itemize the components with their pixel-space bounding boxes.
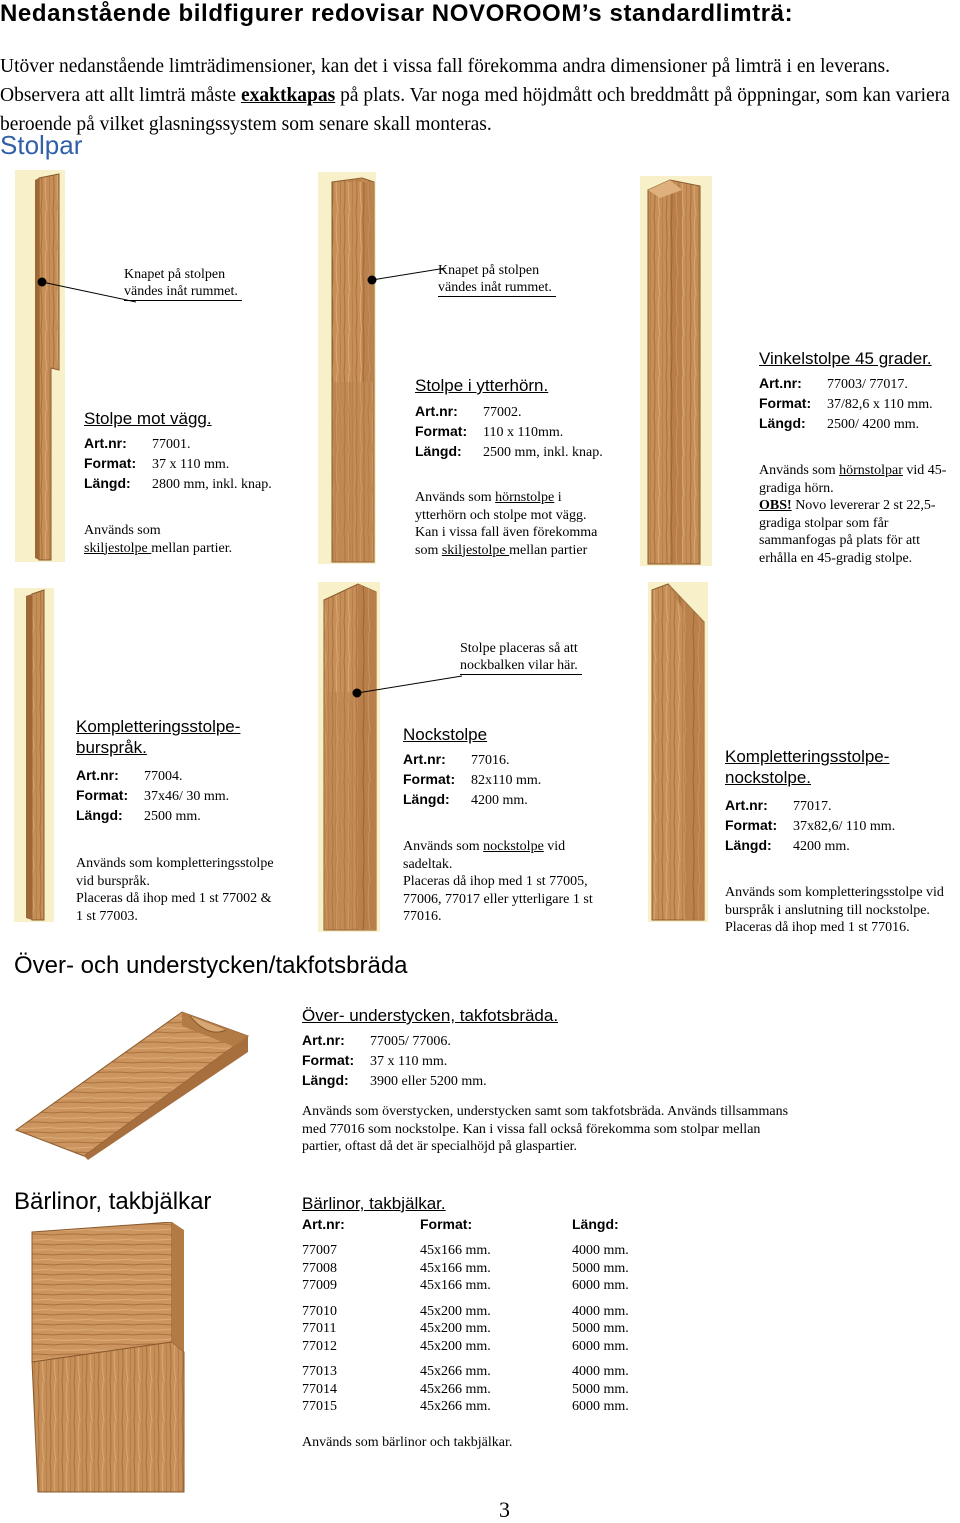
board-77005-format: 37 x 110 mm.	[370, 1054, 448, 1069]
post-77002-image	[318, 172, 388, 564]
col-format-header: Format:	[420, 1216, 473, 1232]
board-77005-langd: 3900 eller 5200 mm.	[370, 1074, 487, 1089]
post-77001-note-line-1: Används som	[84, 523, 161, 538]
post-77016-note-b: vid	[543, 839, 566, 854]
row-format: 45x200 mm.	[420, 1321, 491, 1336]
row-format: 45x266 mm.	[420, 1381, 491, 1397]
langd-label: Längd:	[302, 1072, 349, 1088]
table-row	[302, 1339, 642, 1356]
post-77004-image	[14, 588, 54, 922]
art-label: Art.nr:	[302, 1032, 345, 1048]
post-77017-note-line-3: Placeras då ihop med 1 st 77016.	[725, 920, 910, 935]
langd-label: Längd:	[759, 415, 806, 431]
post-77017-image	[648, 582, 710, 922]
table-row	[302, 1304, 642, 1321]
post-77001-image	[15, 170, 75, 562]
barlinor-table	[302, 1216, 642, 1236]
post-77004-format: 37x46/ 30 mm.	[144, 789, 230, 804]
post-77004-specs	[76, 766, 229, 826]
row-langd: 5000 mm.	[572, 1321, 629, 1336]
row-art: 77013	[302, 1364, 337, 1379]
table-row	[302, 1261, 642, 1278]
stolpar-heading: Stolpar	[0, 130, 83, 160]
format-label: Format:	[759, 395, 812, 411]
callout-nock-pointer	[350, 670, 466, 700]
art-label: Art.nr:	[759, 375, 802, 391]
post-77004-langd: 2500 mm.	[144, 809, 201, 824]
post-77002-note-line-2: ytterhörn och stolpe mot vägg.	[415, 507, 587, 523]
board-77005-note-line-1: Används som överstycken, understycken samt som takfotsbräda. Används tillsammans	[302, 1104, 789, 1119]
post-77003-note-line-5: sammanfogas på plats för att	[759, 533, 920, 548]
post-77001-note	[84, 522, 232, 557]
row-art: 77011	[302, 1321, 337, 1336]
row-format: 45x200 mm.	[420, 1338, 491, 1354]
post-77017-specs	[725, 796, 895, 856]
post-77002-note-c: som	[415, 542, 442, 558]
row-art: 77010	[302, 1303, 337, 1319]
intro-emphasis: exaktkapas	[240, 85, 336, 106]
table-row	[302, 1399, 642, 1416]
table-row	[302, 1382, 642, 1399]
row-art: 77014	[302, 1381, 337, 1397]
col-art-header: Art.nr:	[302, 1216, 345, 1232]
row-format: 45x266 mm.	[420, 1364, 491, 1379]
post-77001-format: 37 x 110 mm.	[152, 457, 230, 472]
post-77004-note-line-1: Används som kompletteringsstolpe	[76, 856, 274, 871]
format-label: Format:	[415, 423, 468, 439]
post-77004-note-line-2: vid burspråk.	[76, 873, 150, 889]
barlinor-heading: Bärlinor, takbjälkar	[14, 1188, 212, 1215]
post-77016-note-term: nockstolpe	[483, 839, 544, 854]
post-77002-specs	[415, 402, 603, 462]
table-row	[302, 1321, 642, 1338]
post-77003-note-line-6: erhålla en 45-gradig stolpe.	[759, 550, 913, 566]
post-77016-art: 77016.	[471, 753, 510, 768]
post-77002-note-a: Används som	[415, 490, 496, 505]
format-label: Format:	[403, 771, 456, 787]
post-77016-note-line-5: 77016.	[403, 909, 442, 924]
row-langd: 4000 mm.	[572, 1243, 629, 1258]
post-77002-langd: 2500 mm, inkl. knap.	[483, 445, 603, 460]
art-label: Art.nr:	[415, 403, 458, 419]
post-77002-art: 77002.	[483, 405, 522, 420]
post-77002-format: 110 x 110mm.	[483, 425, 564, 440]
format-label: Format:	[725, 817, 778, 833]
row-art: 77009	[302, 1278, 337, 1293]
board-77005-specs	[302, 1031, 487, 1091]
row-langd: 5000 mm.	[572, 1260, 629, 1276]
row-langd: 6000 mm.	[572, 1399, 629, 1414]
barlinor-footer: Används som bärlinor och takbjälkar.	[302, 1435, 513, 1450]
page-number: 3	[499, 1497, 510, 1522]
board-77005-art: 77005/ 77006.	[370, 1034, 451, 1049]
langd-label: Längd:	[725, 837, 772, 853]
post-77001-art: 77001.	[152, 437, 191, 452]
post-77003-note-b: vid 45-	[902, 463, 947, 478]
post-77003-note-a: Används som	[759, 463, 840, 478]
post-77016-note-line-3: Placeras då ihop med 1 st 77005,	[403, 874, 588, 889]
post-77003-title: Vinkelstolpe 45 grader.	[759, 349, 932, 368]
post-77016-image	[318, 582, 384, 932]
row-format: 45x166 mm.	[420, 1243, 491, 1258]
post-77002-note-line-3: Kan i vissa fall även förekomma	[415, 525, 598, 540]
post-77016-note-line-2: sadeltak.	[403, 856, 453, 872]
callout-nock-line-2: nockbalken vilar här.	[460, 658, 578, 673]
table-row	[302, 1243, 642, 1260]
callout-knapet-1-pointer	[36, 276, 136, 306]
post-77004-note-line-4: 1 st 77003.	[76, 908, 138, 924]
post-77017-langd: 4200 mm.	[793, 839, 850, 854]
langd-label: Längd:	[403, 791, 450, 807]
intro-text-2: på plats. Var noga med höjdmått och breddmått på öppningar, som kan variera beroende på vilket glasningssystem som senare skall monteras.	[0, 85, 950, 135]
row-format: 45x166 mm.	[420, 1278, 491, 1293]
langd-label: Längd:	[76, 807, 123, 823]
post-77016-format: 82x110 mm.	[471, 773, 542, 788]
post-77003-image	[640, 176, 712, 566]
post-77003-obs: OBS!	[759, 498, 792, 513]
post-77003-specs	[759, 374, 933, 434]
callout-nock	[460, 640, 582, 675]
intro-text-1: Utöver nedanstående limträdimensioner, kan det i vissa fall förekomma andra dimensioner på limträ i en leverans. Observera att allt limträ måste	[0, 56, 890, 106]
post-77017-art: 77017.	[793, 799, 832, 814]
post-77016-langd: 4200 mm.	[471, 793, 528, 808]
row-art: 77007	[302, 1243, 337, 1258]
post-77001-note-term: skiljestolpe	[84, 540, 152, 556]
post-77002-title: Stolpe i ytterhörn.	[415, 376, 549, 395]
post-77003-langd: 2500/ 4200 mm.	[827, 417, 920, 432]
post-77001-specs	[84, 434, 272, 494]
post-77016-note-a: Används som	[403, 839, 484, 854]
callout-knapet-2-pointer	[366, 268, 446, 298]
post-77002-note	[415, 489, 597, 559]
post-77017-format: 37x82,6/ 110 mm.	[793, 819, 896, 834]
post-77003-note	[759, 462, 959, 567]
langd-label: Längd:	[84, 475, 131, 491]
board-77005-title: Över- understycken, takfotsbräda.	[302, 1006, 559, 1025]
board-77005-image	[12, 990, 252, 1160]
post-77016-specs	[403, 750, 541, 810]
row-format: 45x266 mm.	[420, 1399, 491, 1414]
over-understycken-heading: Över- och understycken/takfotsbräda	[14, 952, 408, 979]
post-77016-note-line-4: 77006, 77017 eller ytterligare 1 st	[403, 891, 593, 907]
post-77017-title	[725, 746, 889, 788]
post-77016-title: Nockstolpe	[403, 725, 488, 744]
row-langd: 4000 mm.	[572, 1303, 629, 1319]
row-langd: 6000 mm.	[572, 1278, 629, 1293]
table-row	[302, 1278, 642, 1295]
post-77003-note-line-4: gradiga stolpar som får	[759, 515, 889, 531]
post-77002-note-d: mellan partier	[509, 542, 588, 558]
post-77017-title-line-1: Kompletteringsstolpe-	[725, 747, 890, 766]
post-77004-title-line-1: Kompletteringsstolpe-	[76, 717, 241, 736]
post-77002-note-term-1: hörnstolpe	[495, 490, 555, 505]
post-77017-note-line-1: Används som kompletteringsstolpe vid	[725, 885, 944, 900]
row-format: 45x166 mm.	[420, 1260, 491, 1276]
callout-knapet-1-line-1: Knapet på stolpen	[124, 267, 226, 282]
art-label: Art.nr:	[84, 435, 127, 451]
beam-image	[12, 1222, 252, 1494]
post-77003-note-line-2: gradiga hörn.	[759, 480, 834, 496]
post-77001-note-line-2: mellan partier.	[151, 540, 233, 556]
post-77004-title-line-2: burspråk.	[76, 738, 147, 757]
board-77005-note-line-2: med 77016 som nockstolpe. Kan i vissa fall också förekomma som stolpar mellan	[302, 1121, 761, 1137]
post-77004-note	[76, 855, 274, 925]
post-77004-art: 77004.	[144, 769, 183, 784]
post-77004-title	[76, 716, 240, 758]
art-label: Art.nr:	[76, 767, 119, 783]
row-langd: 6000 mm.	[572, 1338, 629, 1354]
post-77002-note-term-2: skiljestolpe	[441, 542, 510, 558]
row-format: 45x200 mm.	[420, 1303, 491, 1319]
row-langd: 4000 mm.	[572, 1364, 629, 1379]
post-77001-title: Stolpe mot vägg.	[84, 409, 212, 428]
callout-knapet-2	[438, 262, 556, 297]
callout-knapet-2-line-1: Knapet på stolpen	[438, 263, 540, 278]
langd-label: Längd:	[415, 443, 462, 459]
page-heading: Nedanstående bildfigurer redovisar NOVOROOM’s standardlimträ:	[0, 0, 794, 27]
art-label: Art.nr:	[725, 797, 768, 813]
callout-nock-line-1: Stolpe placeras så att	[460, 641, 578, 656]
callout-knapet-2-line-2: vändes inåt rummet.	[438, 280, 552, 295]
format-label: Format:	[76, 787, 129, 803]
row-langd: 5000 mm.	[572, 1381, 629, 1397]
art-label: Art.nr:	[403, 751, 446, 767]
row-art: 77012	[302, 1338, 337, 1354]
post-77016-note	[403, 838, 593, 926]
barlinor-title: Bärlinor, takbjälkar.	[302, 1194, 446, 1213]
post-77003-note-line-3: Novo levererar 2 st 22,5-	[791, 498, 936, 513]
format-label: Format:	[84, 455, 137, 471]
post-77017-title-line-2: nockstolpe.	[725, 768, 811, 787]
callout-knapet-1	[124, 266, 242, 301]
post-77001-langd: 2800 mm, inkl. knap.	[152, 477, 272, 492]
table-row	[302, 1364, 642, 1381]
post-77003-note-term: hörnstolpar	[839, 463, 903, 478]
barlinor-table-header	[302, 1216, 642, 1236]
col-langd-header: Längd:	[572, 1216, 619, 1232]
format-label: Format:	[302, 1052, 355, 1068]
callout-knapet-1-line-2: vändes inåt rummet.	[124, 284, 238, 299]
post-77002-note-b: i	[554, 490, 562, 505]
intro-paragraph	[0, 52, 958, 139]
post-77003-format: 37/82,6 x 110 mm.	[827, 397, 933, 412]
board-77005-note	[302, 1103, 788, 1156]
row-art: 77015	[302, 1399, 337, 1414]
post-77004-note-line-3: Placeras då ihop med 1 st 77002 &	[76, 891, 272, 906]
post-77017-note	[725, 884, 944, 937]
row-art: 77008	[302, 1260, 337, 1276]
post-77017-note-line-2: burspråk i anslutning till nockstolpe.	[725, 902, 930, 918]
board-77005-note-line-3: partier, oftast då det är specialhöjd på glaspartier.	[302, 1139, 578, 1154]
post-77003-art: 77003/ 77017.	[827, 377, 908, 392]
